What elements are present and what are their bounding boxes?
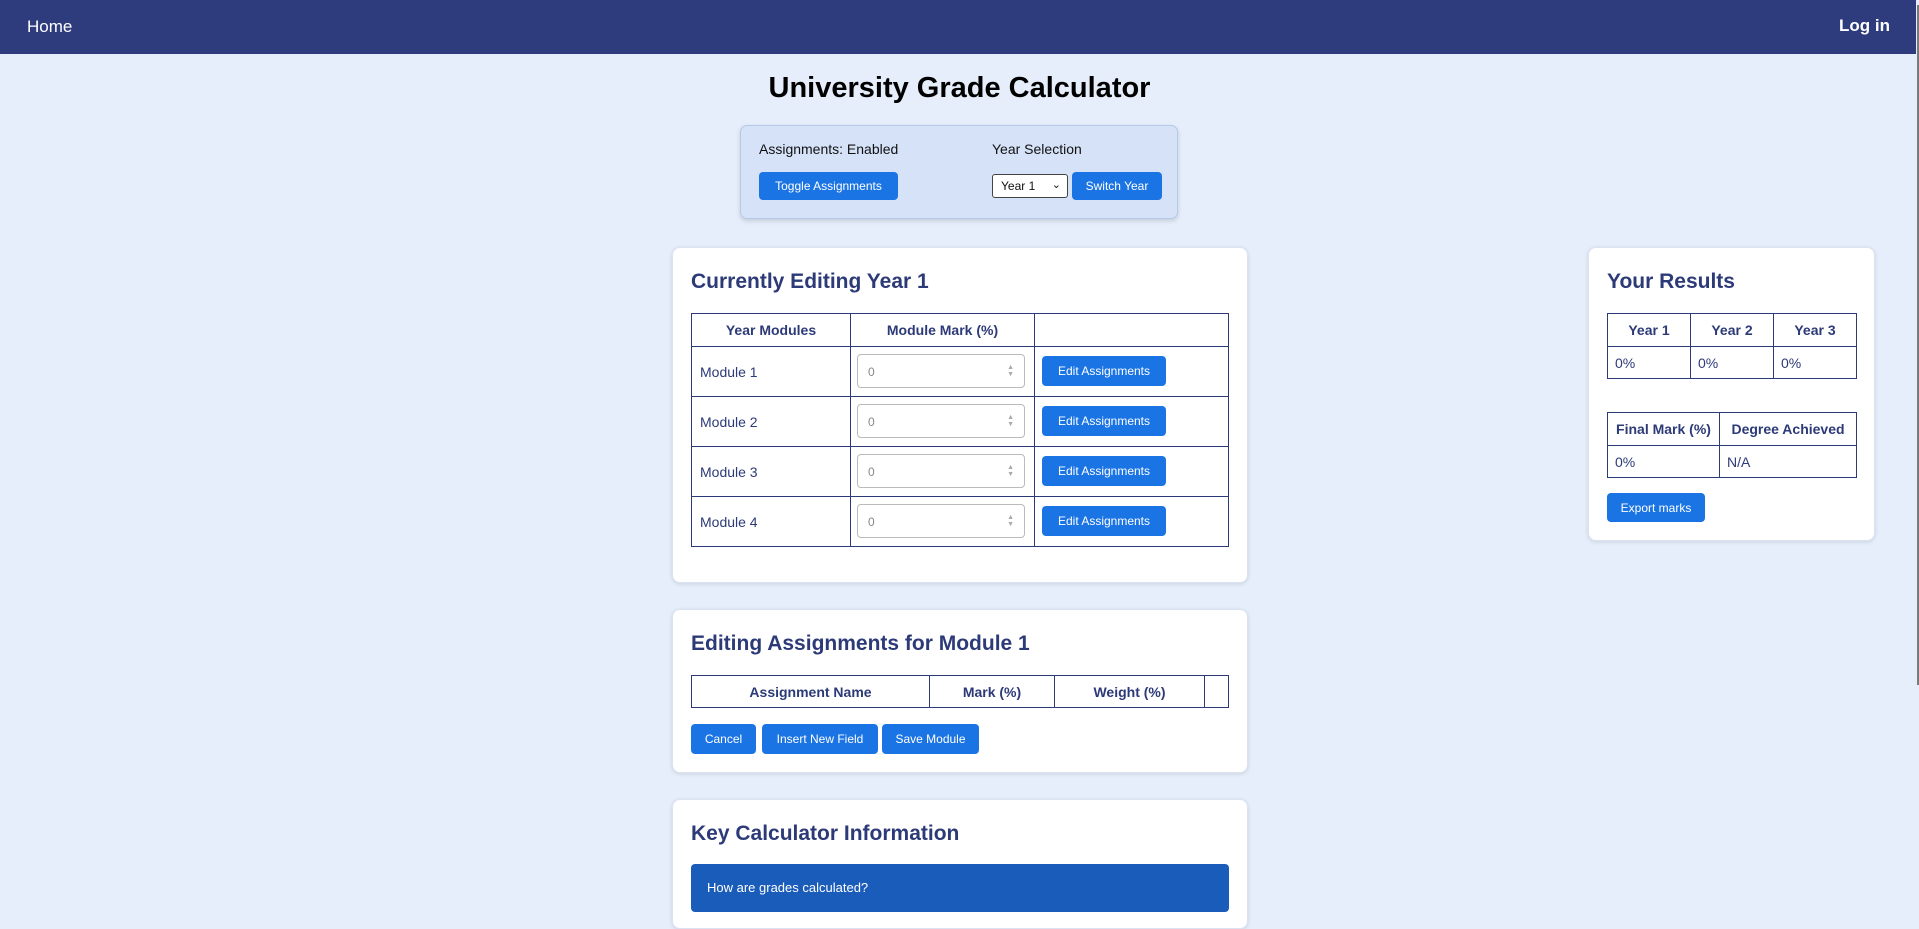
table-row (1608, 446, 1857, 478)
home-link[interactable]: Home (27, 17, 73, 36)
module-mark-cell (851, 347, 1035, 397)
edit-assignments-button[interactable]: Edit Assignments (1042, 456, 1166, 486)
edit-assignments-button[interactable]: Edit Assignments (1042, 356, 1166, 386)
table-row (692, 497, 1229, 547)
column-header (1205, 676, 1229, 708)
module-mark-cell (851, 397, 1035, 447)
column-header: Year Modules (692, 314, 851, 347)
cancel-button[interactable]: Cancel (691, 724, 756, 754)
module-mark-value: 0 (868, 365, 875, 379)
year-result-value: 0% (1774, 347, 1857, 379)
module-mark-input[interactable] (857, 404, 1025, 438)
faq-item[interactable]: How are grades calculated? (691, 864, 1229, 912)
switch-year-button[interactable]: Switch Year (1072, 172, 1162, 200)
spinner-icon[interactable]: ▲ ▼ (1007, 514, 1014, 528)
toggle-assignments-button[interactable]: Toggle Assignments (759, 172, 898, 200)
assignments-header-row (692, 676, 1229, 708)
module-mark-value: 0 (868, 415, 875, 429)
navbar (0, 0, 1917, 54)
login-link[interactable]: Log in (1839, 16, 1890, 35)
final-results-header-row (1608, 413, 1857, 446)
module-name: Module 4 (692, 497, 851, 547)
module-name: Module 1 (692, 347, 851, 397)
final-mark-value: 0% (1608, 446, 1720, 478)
page-title: University Grade Calculator (768, 72, 1151, 104)
edit-assignments-button[interactable]: Edit Assignments (1042, 406, 1166, 436)
assignments-table (691, 675, 1229, 708)
module-mark-input[interactable] (857, 454, 1025, 488)
column-header: Weight (%) (1055, 676, 1205, 708)
editing-year-card (672, 247, 1248, 583)
modules-header-row (692, 314, 1229, 347)
insert-new-field-button[interactable]: Insert New Field (762, 724, 878, 754)
column-header: Year 2 (1691, 314, 1774, 347)
save-module-button[interactable]: Save Module (882, 724, 979, 754)
edit-assignments-button[interactable]: Edit Assignments (1042, 506, 1166, 536)
editing-year-title: Currently Editing Year 1 (691, 270, 929, 293)
spinner-icon[interactable]: ▲ ▼ (1007, 464, 1014, 478)
year-select-value: Year 1 (1001, 179, 1036, 193)
column-header: Mark (%) (930, 676, 1055, 708)
module-mark-input[interactable] (857, 504, 1025, 538)
year-result-value: 0% (1608, 347, 1691, 379)
column-header: Assignment Name (692, 676, 930, 708)
editing-assignments-title: Editing Assignments for Module 1 (691, 632, 1030, 655)
column-header (1035, 314, 1229, 347)
assignments-status: Assignments: Enabled (759, 141, 899, 157)
column-header: Year 3 (1774, 314, 1857, 347)
year-results-header-row (1608, 314, 1857, 347)
module-action-cell (1035, 497, 1229, 547)
module-mark-input[interactable] (857, 354, 1025, 388)
table-row (1608, 347, 1857, 379)
year-selection-label: Year Selection (992, 141, 1082, 157)
module-mark-cell (851, 447, 1035, 497)
spinner-icon[interactable]: ▲ ▼ (1007, 414, 1014, 428)
module-name: Module 3 (692, 447, 851, 497)
modules-table (691, 313, 1229, 547)
module-mark-value: 0 (868, 465, 875, 479)
module-mark-value: 0 (868, 515, 875, 529)
column-header: Year 1 (1608, 314, 1691, 347)
module-action-cell (1035, 397, 1229, 447)
editing-assignments-card (672, 609, 1248, 773)
table-row (692, 347, 1229, 397)
final-results-table (1607, 412, 1857, 478)
control-panel (740, 125, 1178, 219)
key-info-title: Key Calculator Information (691, 822, 960, 845)
table-row (692, 397, 1229, 447)
year-select[interactable] (992, 174, 1068, 198)
module-name: Module 2 (692, 397, 851, 447)
module-mark-cell (851, 497, 1035, 547)
column-header: Final Mark (%) (1608, 413, 1720, 446)
module-action-cell (1035, 347, 1229, 397)
module-action-cell (1035, 447, 1229, 497)
column-header: Module Mark (%) (851, 314, 1035, 347)
year-results-table (1607, 313, 1857, 379)
column-header: Degree Achieved (1720, 413, 1857, 446)
chevron-down-icon: ⌄ (1051, 179, 1061, 191)
spinner-icon[interactable]: ▲ ▼ (1007, 364, 1014, 378)
degree-achieved-value: N/A (1720, 446, 1857, 478)
table-row (692, 447, 1229, 497)
results-title: Your Results (1607, 270, 1735, 293)
export-marks-button[interactable]: Export marks (1607, 493, 1705, 522)
key-info-card (672, 799, 1248, 929)
results-card (1588, 247, 1875, 541)
year-result-value: 0% (1691, 347, 1774, 379)
